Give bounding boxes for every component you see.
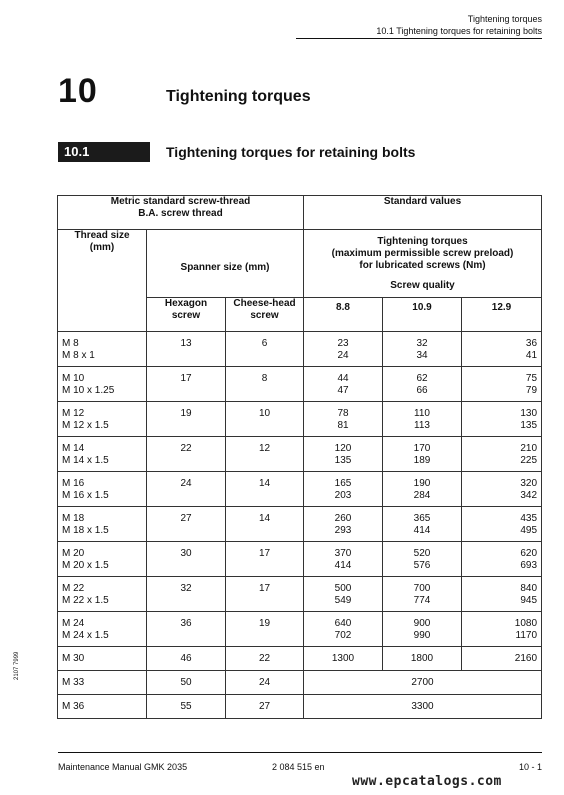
torque-12-9-cell: 320 342 bbox=[462, 472, 542, 507]
torque-10-9-cell: 520 576 bbox=[383, 542, 462, 577]
hexagon-cell: 32 bbox=[147, 577, 226, 612]
table-row bbox=[58, 332, 542, 367]
cheese-head-cell: 12 bbox=[226, 437, 304, 472]
thread-cell: M 16 M 16 x 1.5 bbox=[58, 472, 147, 507]
header-rule bbox=[296, 38, 542, 39]
torque-12-9-cell: 840 945 bbox=[462, 577, 542, 612]
cheese-head-cell: 27 bbox=[226, 695, 304, 719]
thread-cell: M 8 M 8 x 1 bbox=[58, 332, 147, 367]
hexagon-cell: 17 bbox=[147, 367, 226, 402]
torque-10-9-cell: 700 774 bbox=[383, 577, 462, 612]
watermark: www.epcatalogs.com bbox=[352, 774, 502, 789]
thread-size-header: Thread size (mm) bbox=[58, 230, 147, 332]
chapter-number: 10 bbox=[58, 72, 98, 110]
thread-cell: M 30 bbox=[58, 647, 147, 671]
table-row bbox=[58, 507, 542, 542]
quality-12-9-header: 12.9 bbox=[462, 298, 542, 332]
hexagon-cell: 30 bbox=[147, 542, 226, 577]
torque-8-8-cell: 640 702 bbox=[304, 612, 383, 647]
torque-8-8-cell: 260 293 bbox=[304, 507, 383, 542]
cheese-head-cell: 8 bbox=[226, 367, 304, 402]
chapter-title: Tightening torques bbox=[166, 88, 311, 105]
torque-8-8-cell: 500 549 bbox=[304, 577, 383, 612]
cheese-head-cell: 6 bbox=[226, 332, 304, 367]
torque-10-9-cell: 1800 bbox=[383, 647, 462, 671]
cheese-head-cell: 10 bbox=[226, 402, 304, 437]
footer-manual-title: Maintenance Manual GMK 2035 bbox=[58, 762, 188, 772]
cheese-head-cell: 14 bbox=[226, 507, 304, 542]
torque-merged-cell: 2700 bbox=[304, 671, 542, 695]
torque-10-9-cell: 900 990 bbox=[383, 612, 462, 647]
hexagon-cell: 46 bbox=[147, 647, 226, 671]
torque-8-8-cell: 78 81 bbox=[304, 402, 383, 437]
torque-merged-cell: 3300 bbox=[304, 695, 542, 719]
table-group-header-row bbox=[58, 196, 542, 230]
hexagon-cell: 13 bbox=[147, 332, 226, 367]
table-row bbox=[58, 671, 542, 695]
torque-8-8-cell: 1300 bbox=[304, 647, 383, 671]
torque-8-8-cell: 23 24 bbox=[304, 332, 383, 367]
hexagon-cell: 55 bbox=[147, 695, 226, 719]
spanner-size-header: Spanner size (mm) bbox=[147, 230, 304, 298]
torque-8-8-cell: 165 203 bbox=[304, 472, 383, 507]
torque-10-9-cell: 365 414 bbox=[383, 507, 462, 542]
table-row bbox=[58, 437, 542, 472]
footer-page-number: 10 - 1 bbox=[518, 762, 542, 772]
table-row bbox=[58, 612, 542, 647]
table-row bbox=[58, 367, 542, 402]
table-row bbox=[58, 577, 542, 612]
torque-header: Tightening torques (maximum permissible screw preload) for lubricated screws (Nm) Screw quality bbox=[304, 230, 542, 298]
thread-cell: M 18 M 18 x 1.5 bbox=[58, 507, 147, 542]
torque-12-9-cell: 1080 1170 bbox=[462, 612, 542, 647]
thread-cell: M 20 M 20 x 1.5 bbox=[58, 542, 147, 577]
cheese-head-cell: 14 bbox=[226, 472, 304, 507]
thread-cell: M 36 bbox=[58, 695, 147, 719]
torque-8-8-cell: 44 47 bbox=[304, 367, 383, 402]
hexagon-cell: 19 bbox=[147, 402, 226, 437]
cheese-head-cell: 22 bbox=[226, 647, 304, 671]
quality-8-8-header: 8.8 bbox=[304, 298, 383, 332]
torque-12-9-cell: 36 41 bbox=[462, 332, 542, 367]
hexagon-cell: 36 bbox=[147, 612, 226, 647]
torque-8-8-cell: 120 135 bbox=[304, 437, 383, 472]
side-code: 2107 7999 bbox=[14, 651, 20, 680]
hexagon-header: Hexagon screw bbox=[147, 298, 226, 332]
hexagon-cell: 27 bbox=[147, 507, 226, 542]
torque-8-8-cell: 370 414 bbox=[304, 542, 383, 577]
torque-10-9-cell: 62 66 bbox=[383, 367, 462, 402]
torque-12-9-cell: 210 225 bbox=[462, 437, 542, 472]
table-body bbox=[58, 332, 542, 647]
torque-table bbox=[57, 195, 542, 719]
thread-cell: M 10 M 10 x 1.25 bbox=[58, 367, 147, 402]
thread-cell: M 33 bbox=[58, 671, 147, 695]
screw-quality-label: Screw quality bbox=[390, 280, 455, 291]
quality-10-9-header: 10.9 bbox=[383, 298, 462, 332]
torque-10-9-cell: 32 34 bbox=[383, 332, 462, 367]
hexagon-cell: 50 bbox=[147, 671, 226, 695]
running-header-title: Tightening torques bbox=[467, 14, 542, 24]
cheese-head-cell: 17 bbox=[226, 577, 304, 612]
torque-10-9-cell: 110 113 bbox=[383, 402, 462, 437]
table-row bbox=[58, 472, 542, 507]
cheese-head-cell: 24 bbox=[226, 671, 304, 695]
group-right-header: Standard values bbox=[304, 196, 542, 230]
cheese-head-cell: 19 bbox=[226, 612, 304, 647]
table-row bbox=[58, 542, 542, 577]
footer-rule bbox=[58, 752, 542, 753]
torque-12-9-cell: 75 79 bbox=[462, 367, 542, 402]
torque-12-9-cell: 435 495 bbox=[462, 507, 542, 542]
hexagon-cell: 22 bbox=[147, 437, 226, 472]
section-number: 10.1 bbox=[58, 142, 150, 162]
group-left-header: Metric standard screw-thread B.A. screw thread bbox=[58, 196, 304, 230]
torque-12-9-cell: 2160 bbox=[462, 647, 542, 671]
table-header-row-1 bbox=[58, 230, 542, 298]
section-title: Tightening torques for retaining bolts bbox=[166, 144, 416, 160]
thread-cell: M 12 M 12 x 1.5 bbox=[58, 402, 147, 437]
table-row bbox=[58, 647, 542, 671]
footer-doc-number: 2 084 515 en bbox=[272, 762, 325, 772]
torque-12-9-cell: 620 693 bbox=[462, 542, 542, 577]
table-row bbox=[58, 695, 542, 719]
torque-10-9-cell: 190 284 bbox=[383, 472, 462, 507]
torque-12-9-cell: 130 135 bbox=[462, 402, 542, 437]
thread-cell: M 24 M 24 x 1.5 bbox=[58, 612, 147, 647]
cheese-head-cell: 17 bbox=[226, 542, 304, 577]
thread-cell: M 14 M 14 x 1.5 bbox=[58, 437, 147, 472]
running-header-subtitle: 10.1 Tightening torques for retaining bolts bbox=[376, 26, 542, 36]
hexagon-cell: 24 bbox=[147, 472, 226, 507]
thread-cell: M 22 M 22 x 1.5 bbox=[58, 577, 147, 612]
torque-10-9-cell: 170 189 bbox=[383, 437, 462, 472]
table-row bbox=[58, 402, 542, 437]
cheese-head-header: Cheese-head screw bbox=[226, 298, 304, 332]
